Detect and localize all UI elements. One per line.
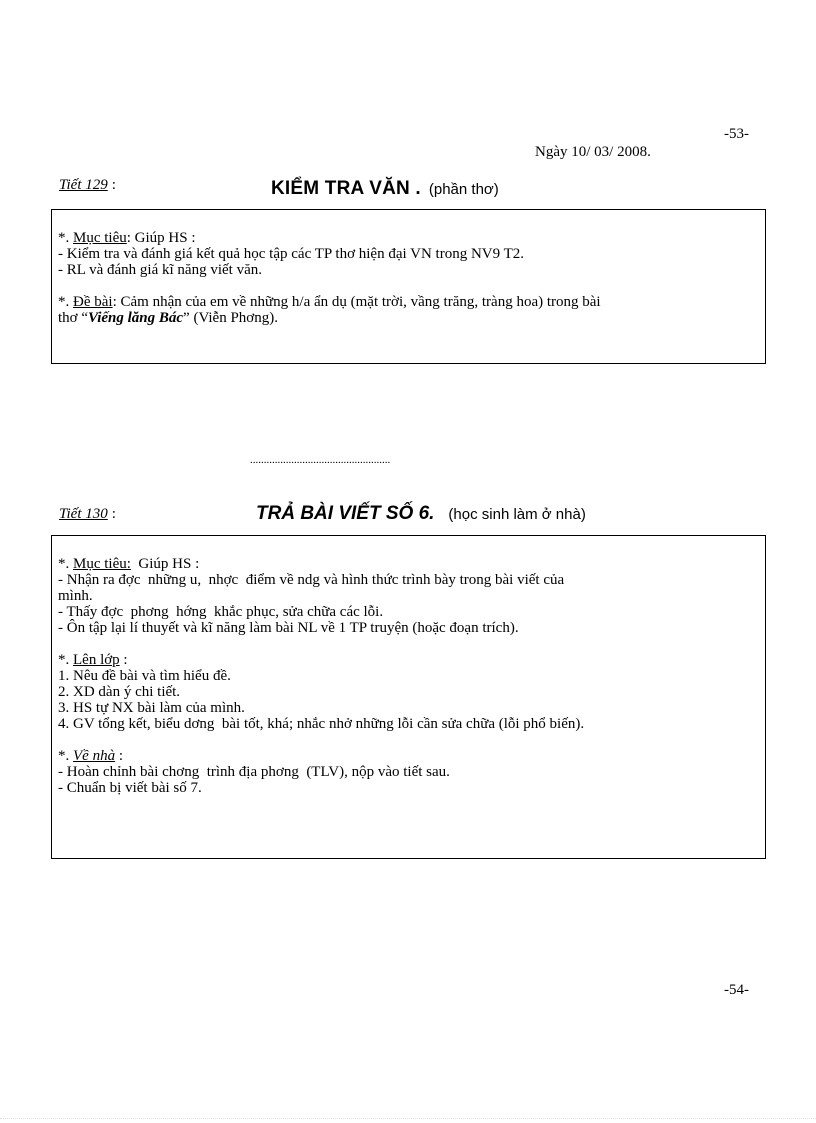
page-bottom-edge — [0, 1118, 816, 1119]
lesson2-homework-prefix: *. — [58, 748, 70, 764]
lesson1-assignment-prefix: *. — [58, 294, 70, 310]
lesson2-objective-label: Mục tiêu: — [73, 556, 131, 572]
lesson2-label: Tiết 130 — [59, 506, 108, 522]
lesson2-homework-label: Về nhà — [73, 748, 116, 764]
lesson1-colon: : — [111, 177, 116, 193]
lesson2-objective-heading — [58, 556, 757, 572]
lesson2-class-prefix: *. — [58, 652, 70, 668]
page-number-bottom: -54- — [724, 982, 749, 998]
lesson1-box — [51, 209, 766, 364]
lesson1-assignment — [58, 294, 757, 310]
lesson1-assignment-before: thơ “ — [58, 310, 89, 326]
lesson2-class-label: Lên lớp — [73, 652, 120, 668]
lesson1-assignment-after: ” (Viễn Phơng). — [183, 310, 278, 326]
lesson2-objective-prefix: *. — [58, 556, 70, 572]
lesson2-class-rest: : — [119, 652, 128, 668]
lesson2-title: TRẢ BÀI VIẾT SỐ 6. — [256, 503, 435, 524]
lesson1-objective-prefix: *. — [58, 230, 70, 246]
lesson2-objective-line: mình. — [58, 588, 93, 604]
lesson2-class-step: 1. Nêu đề bài và tìm hiểu đề. — [58, 668, 231, 684]
lesson1-assignment-line2 — [58, 310, 757, 326]
section-separator: ................................................... — [250, 454, 391, 466]
lesson1-poem-title: Viếng lăng Bác — [88, 310, 184, 326]
lesson1-assignment-text: : Cảm nhận của em về những h/a ẩn dụ (mặt trời, vầng trăng, tràng hoa) trong bài — [112, 294, 601, 310]
lesson1-label: Tiết 129 — [59, 177, 108, 193]
lesson1-objective-line: - RL và đánh giá kĩ năng viết văn. — [58, 262, 262, 278]
lesson2-class-step: 2. XD dàn ý chi tiết. — [58, 684, 181, 700]
lesson2-class-heading — [58, 652, 757, 668]
page-number-top: -53- — [724, 126, 749, 142]
lesson1-title-row — [271, 178, 499, 200]
lesson2-objective-line: - Thấy đợc phơng hớng khắc phục, sửa chữa các lỗi. — [58, 604, 384, 620]
lesson2-class-step: 3. HS tự NX bài làm của mình. — [58, 700, 245, 716]
lesson1-heading-label — [59, 176, 116, 194]
lesson-date: Ngày 10/ 03/ 2008. — [535, 144, 651, 160]
lesson2-homework-heading — [58, 748, 757, 764]
lesson1-objective-rest: : Giúp HS : — [126, 230, 196, 246]
lesson2-homework-rest: : — [115, 748, 123, 764]
lesson2-homework-line: - Hoàn chỉnh bài chơng trình địa phơng (TLV), nộp vào tiết sau. — [58, 764, 450, 780]
lesson2-objective-line: - Ôn tập lại lí thuyết và kĩ năng làm bài NL về 1 TP truyện (hoặc đoạn trích). — [58, 620, 519, 636]
lesson2-colon: : — [111, 506, 116, 522]
lesson2-objective-rest: Giúp HS : — [130, 556, 200, 572]
lesson2-box — [51, 535, 766, 859]
lesson2-subtitle: (học sinh làm ở nhà) — [448, 506, 586, 523]
lesson1-subtitle: (phần thơ) — [428, 181, 499, 198]
lesson1-assignment-label: Đề bài — [73, 294, 113, 310]
lesson1-objective-label: Mục tiêu — [73, 230, 127, 246]
lesson2-class-step: 4. GV tổng kết, biểu dơng bài tốt, khá; nhắc nhở những lỗi cần sửa chữa (lỗi phổ biến). — [58, 716, 585, 732]
lesson1-title: KIỂM TRA VĂN . — [271, 178, 421, 199]
lesson2-heading-label — [59, 505, 116, 523]
lesson2-title-row — [256, 503, 586, 525]
lesson1-objective-heading — [58, 230, 757, 246]
lesson1-objective-line: - Kiểm tra và đánh giá kết quả học tập các TP thơ hiện đại VN trong NV9 T2. — [58, 246, 525, 262]
lesson2-homework-line: - Chuẩn bị viết bài số 7. — [58, 780, 202, 796]
lesson2-objective-line: - Nhận ra đợc những u, nhợc điểm về ndg và hình thức trình bày trong bài viết của — [58, 572, 565, 588]
